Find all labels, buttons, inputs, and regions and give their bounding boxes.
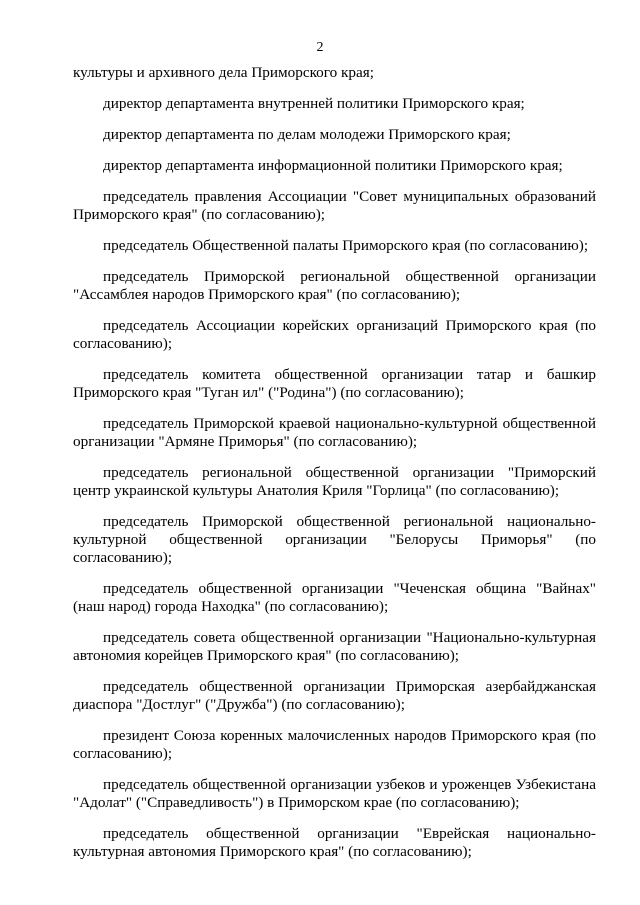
list-item: директор департамента внутренней политики Приморского края; — [103, 95, 525, 112]
list-item: председатель Приморской краевой национально-культурной общественной организации "Армяне Приморья" (по согласованию); — [73, 415, 596, 450]
list-item: председатель Приморской общественной региональной национально-культурной общественной организации "Белорусы Приморья" (по согласованию); — [73, 513, 596, 566]
list-item: председатель общественной организации "Еврейская национально-культурная автономия Приморского края" (по согласованию); — [73, 825, 596, 860]
list-item: председатель общественной организации Приморская азербайджанская диаспора "Достлуг" ("Дружба") (по согласованию); — [73, 678, 596, 713]
list-item: председатель совета общественной организации "Национально-культурная автономия корейцев Приморского края" (по согласованию); — [73, 629, 596, 664]
document-body — [73, 64, 596, 874]
page-number: 2 — [316, 40, 324, 55]
list-item: председатель Общественной палаты Приморского края (по согласованию); — [103, 237, 589, 254]
list-item: председатель общественной организации узбеков и уроженцев Узбекистана "Адолат" ("Справедливость") в Приморском крае (по согласованию); — [73, 776, 596, 811]
list-item: председатель Ассоциации корейских организаций Приморского края (по согласованию); — [73, 317, 596, 352]
list-item: председатель Приморской региональной общественной организации "Ассамблея народов Приморского края" (по согласованию); — [73, 268, 596, 303]
list-item: председатель региональной общественной организации "Приморский центр украинской культуры Анатолия Криля "Горлица" (по согласованию); — [73, 464, 596, 499]
list-item: председатель общественной организации "Чеченская община "Вайнах" (наш народ) города Находка" (по согласованию); — [73, 580, 596, 615]
list-item: председатель правления Ассоциации "Совет муниципальных образований Приморского края" (по согласованию); — [73, 188, 596, 223]
continued-line: культуры и архивного дела Приморского края; — [73, 64, 374, 81]
list-item: директор департамента по делам молодежи Приморского края; — [103, 126, 511, 143]
list-item: директор департамента информационной политики Приморского края; — [103, 157, 563, 174]
list-item: президент Союза коренных малочисленных народов Приморского края (по согласованию); — [73, 727, 596, 762]
list-item: председатель комитета общественной организации татар и башкир Приморского края "Туган ил" ("Родина") (по согласованию); — [73, 366, 596, 401]
